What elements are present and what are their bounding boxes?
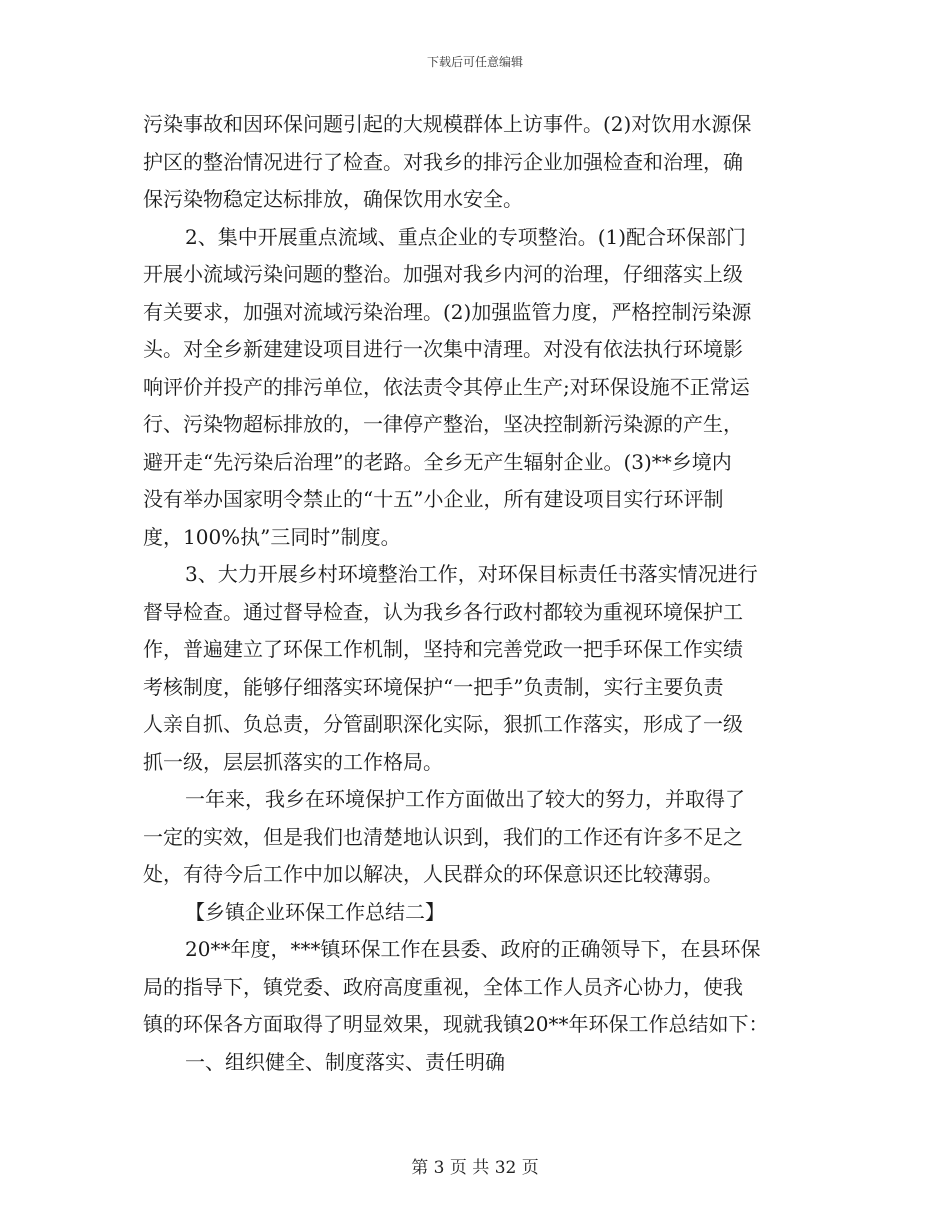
- text-line: 人亲自抓、负总责，分管副职深化实际，狠抓工作落实，形成了一级: [143, 712, 743, 736]
- text-line: 度，100%执”三同时”制度。: [143, 524, 401, 549]
- text-line: 一年来，我乡在环境保护工作方面做出了较大的努力，并取得了: [185, 787, 745, 811]
- text-line: 响评价并投产的排污单位，依法责令其停止生产;对环保设施不正常运: [143, 374, 750, 399]
- text-line: 污染事故和因环保问题引起的大规模群体上访事件。(2)对饮用水源保: [143, 112, 752, 136]
- text-line: 处，有待今后工作中加以解决，人民群众的环保意识还比较薄弱。: [143, 862, 723, 886]
- text-line: 没有举办国家明令禁止的“十五”小企业，所有建设项目实行环评制: [143, 487, 724, 511]
- page-header: 下载后可任意编辑: [426, 55, 523, 69]
- text-line: 镇的环保各方面取得了明显效果，现就我镇20**年环保工作总结如下：: [143, 1012, 769, 1036]
- text-line: 保污染物稳定达标排放，确保饮用水安全。: [143, 187, 523, 211]
- text-line: 护区的整治情况进行了检查。对我乡的排污企业加强检查和治理，确: [143, 149, 743, 174]
- text-line: 考核制度，能够仔细落实环境保护“一把手”负责制，实行主要负责: [143, 674, 724, 699]
- text-line: 3、大力开展乡村环境整治工作，对环保目标责任书落实情况进行: [185, 562, 758, 586]
- text-line: 行、污染物超标排放的，一律停产整治，坚决控制新污染源的产生，: [143, 412, 743, 436]
- text-line: 头。对全乡新建建设项目进行一次集中清理。对没有依法执行环境影: [143, 337, 743, 361]
- text-line: 20**年度，***镇环保工作在县委、政府的正确领导下，在县环保: [185, 937, 761, 961]
- text-line: 2、集中开展重点流域、重点企业的专项整治。(1)配合环保部门: [185, 224, 747, 249]
- text-line: 一定的实效，但是我们也清楚地认识到，我们的工作还有许多不足之: [143, 824, 743, 849]
- section-heading: 【乡镇企业环保工作总结二】: [185, 899, 445, 924]
- text-line: 避开走“先污染后治理”的老路。全乡无产生辐射企业。(3)**乡境内: [143, 449, 732, 474]
- text-line: 督导检查。通过督导检查，认为我乡各行政村都较为重视环境保护工: [143, 599, 743, 624]
- page-footer: 第 3 页 共 32 页: [411, 1158, 539, 1178]
- text-line: 作，普遍建立了环保工作机制，坚持和完善党政一把手环保工作实绩: [143, 637, 743, 661]
- text-line: 有关要求，加强对流域污染治理。(2)加强监管力度，严格控制污染源: [143, 299, 752, 324]
- text-line: 抓一级，层层抓落实的工作格局。: [143, 749, 443, 774]
- document-body: [143, 106, 809, 1081]
- text-line: 局的指导下，镇党委、政府高度重视，全体工作人员齐心协力，使我: [143, 974, 743, 999]
- text-line: 开展小流域污染问题的整治。加强对我乡内河的治理，仔细落实上级: [143, 262, 743, 286]
- subsection-heading: 一、组织健全、制度落实、责任明确: [185, 1049, 505, 1074]
